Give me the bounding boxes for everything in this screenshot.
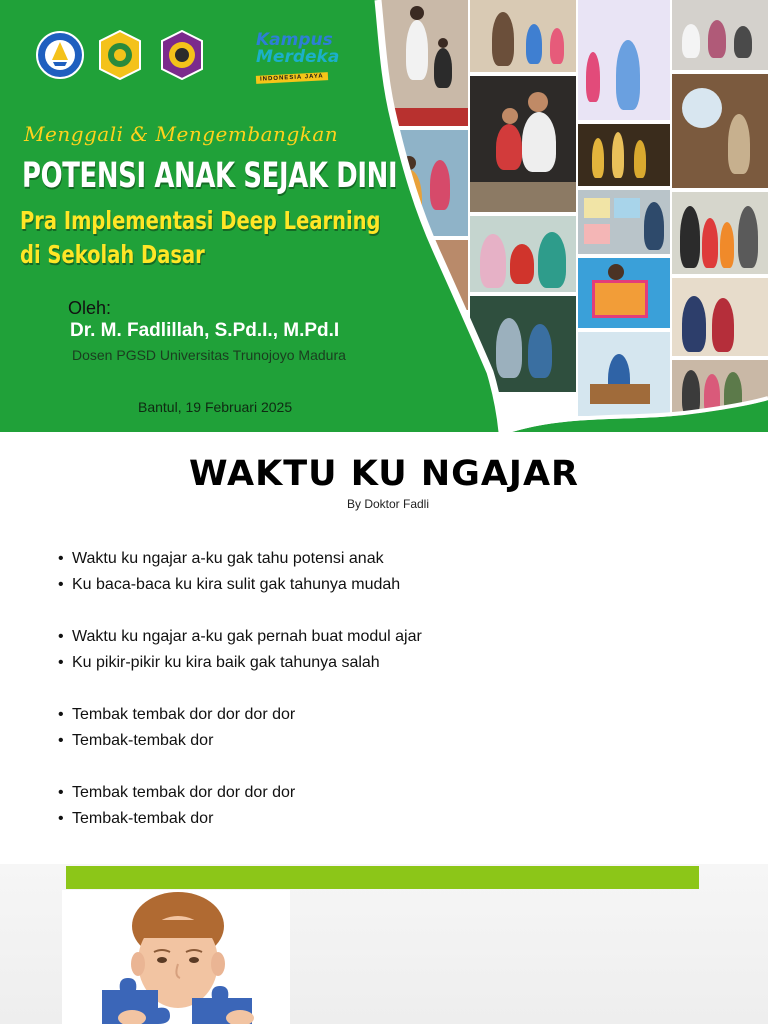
cover-script-subtitle: Menggali & Mengembangkan <box>24 122 339 146</box>
photo-talent-show <box>578 0 670 120</box>
logos-row <box>36 30 340 83</box>
photo-couple-sofa <box>672 278 768 356</box>
author-affiliation: Dosen PGSD Universitas Trunojoyo Madura <box>72 347 346 363</box>
verse-line: • Tembak tembak dor dor dor dor <box>58 780 295 806</box>
cover-main-title: POTENSI ANAK SEJAK DINI <box>22 156 398 196</box>
photo-collage <box>372 0 768 432</box>
verse-line: • Tembak-tembak dor <box>58 728 295 754</box>
photo-living-room <box>672 74 768 188</box>
boy-with-puzzle-photo <box>62 890 290 1024</box>
photo-family-portrait <box>672 192 768 274</box>
stanza-1 <box>58 546 400 598</box>
photo-trophies <box>578 124 670 186</box>
photo-drawing-contest <box>578 258 670 328</box>
author-name: Dr. M. Fadlillah, S.Pd.I., M.Pd.I <box>70 320 340 341</box>
boy-puzzle-illustration <box>62 890 290 1024</box>
poem-author: By Doktor Fadli <box>346 497 430 511</box>
faculty-seal-logo <box>158 30 206 80</box>
verse-line: • Ku pikir-pikir ku kira baik gak tahunya salah <box>58 650 422 676</box>
verse-line: • Waktu ku ngajar a-ku gak pernah buat modul ajar <box>58 624 422 650</box>
stanza-4 <box>58 780 295 832</box>
by-label: Oleh: <box>68 298 112 318</box>
stanza-2 <box>58 624 422 676</box>
verse-line: • Ku baca-baca ku kira sulit gak tahunya mudah <box>58 572 400 598</box>
poem-slide <box>0 432 768 864</box>
cover-topic-line-1: Pra Implementasi Deep Learning <box>20 206 381 235</box>
stanza-3 <box>58 702 295 754</box>
torn-edge-shape <box>372 0 502 432</box>
slide-header-bar <box>66 866 699 889</box>
cover-topic-line-2: di Sekolah Dasar <box>20 240 205 269</box>
university-seal-logo <box>96 30 144 80</box>
kampus-merdeka-logo: Kampus Merdeka INDONESIA JAYA <box>256 30 340 83</box>
event-date: Bantul, 19 Februari 2025 <box>138 399 293 415</box>
verse-line: • Tembak tembak dor dor dor dor <box>58 702 295 728</box>
third-slide-partial <box>0 864 768 1024</box>
tut-wuri-handayani-logo <box>36 30 84 80</box>
poem-title: WAKTU KU NGAJAR <box>188 454 579 494</box>
cover-slide <box>0 0 768 432</box>
verse-line: • Waktu ku ngajar a-ku gak tahu potensi anak <box>58 546 400 572</box>
photo-gathering <box>672 0 768 70</box>
verse-line: • Tembak-tembak dor <box>58 806 295 832</box>
bottom-wave-shape <box>512 396 768 432</box>
photo-poster-wall <box>578 190 670 254</box>
